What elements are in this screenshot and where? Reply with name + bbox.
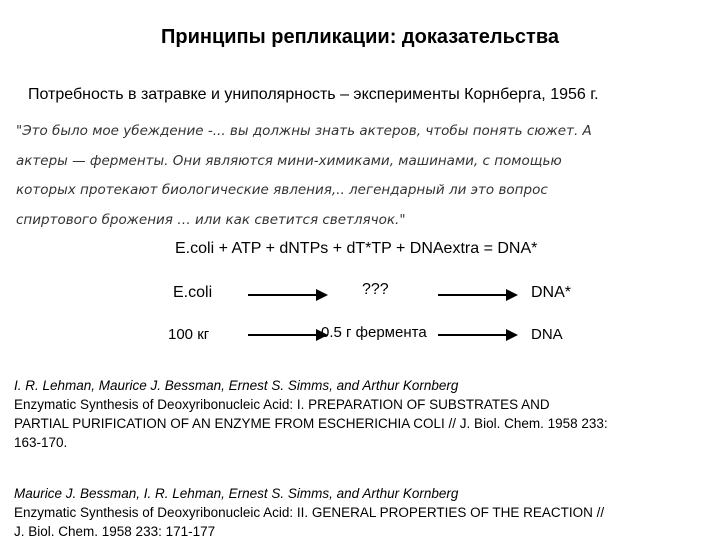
quote-line: актеры — ферменты. Они являются мини-химиками, машинами, с помощью <box>16 152 562 169</box>
reference-line: Enzymatic Synthesis of Deoxyribonucleic Acid: II. GENERAL PROPERTIES OF THE REACTION // <box>14 505 605 520</box>
right-arrow-icon <box>438 288 518 302</box>
right-arrow-icon <box>248 328 328 342</box>
slide-title: Принципы репликации: доказательства <box>160 26 559 48</box>
reference-1 <box>14 376 714 452</box>
scheme-row2-middle: 0.5 г фермента <box>321 324 427 341</box>
scheme-row1-right: DNA* <box>531 284 572 301</box>
kornberg-quote <box>16 117 706 235</box>
reference-line: 163-170. <box>14 435 68 450</box>
quote-line: "Это было мое убеждение -... вы должны знать актеров, чтобы понять сюжет. А <box>16 123 592 139</box>
reference-authors: I. R. Lehman, Maurice J. Bessman, Ernest S. Simms, and Arthur Kornberg <box>14 378 459 393</box>
reaction-equation: E.coli + ATP + dNTPs + dT*TP + DNAextra = DNA* <box>175 240 538 257</box>
right-arrow-icon <box>438 328 518 342</box>
reference-line: PARTIAL PURIFICATION OF AN ENZYME FROM ESCHERICHIA COLI // J. Biol. Chem. 1958 233: <box>14 416 608 431</box>
reference-line: J. Biol. Chem. 1958 233: 171-177 <box>14 524 216 539</box>
scheme-row1-middle: ??? <box>362 281 389 298</box>
scheme-row1-left: E.coli <box>173 284 213 301</box>
scheme-row2-left: 100 кг <box>168 326 210 343</box>
quote-line: которых протекают биологические явления,.. легендарный ли это вопрос <box>16 182 548 198</box>
quote-line: спиртового брожения … или как светится светлячок." <box>16 211 406 228</box>
right-arrow-icon <box>248 288 328 302</box>
reference-authors: Maurice J. Bessman, I. R. Lehman, Ernest S. Simms, and Arthur Kornberg <box>14 486 459 501</box>
slide-subtitle: Потребность в затравке и униполярность – эксперименты Корнберга, 1956 г. <box>28 86 599 103</box>
reference-line: Enzymatic Synthesis of Deoxyribonucleic Acid: I. PREPARATION OF SUBSTRATES AND <box>14 397 550 412</box>
scheme-row2-right: DNA <box>531 326 563 343</box>
reference-2 <box>14 484 714 541</box>
